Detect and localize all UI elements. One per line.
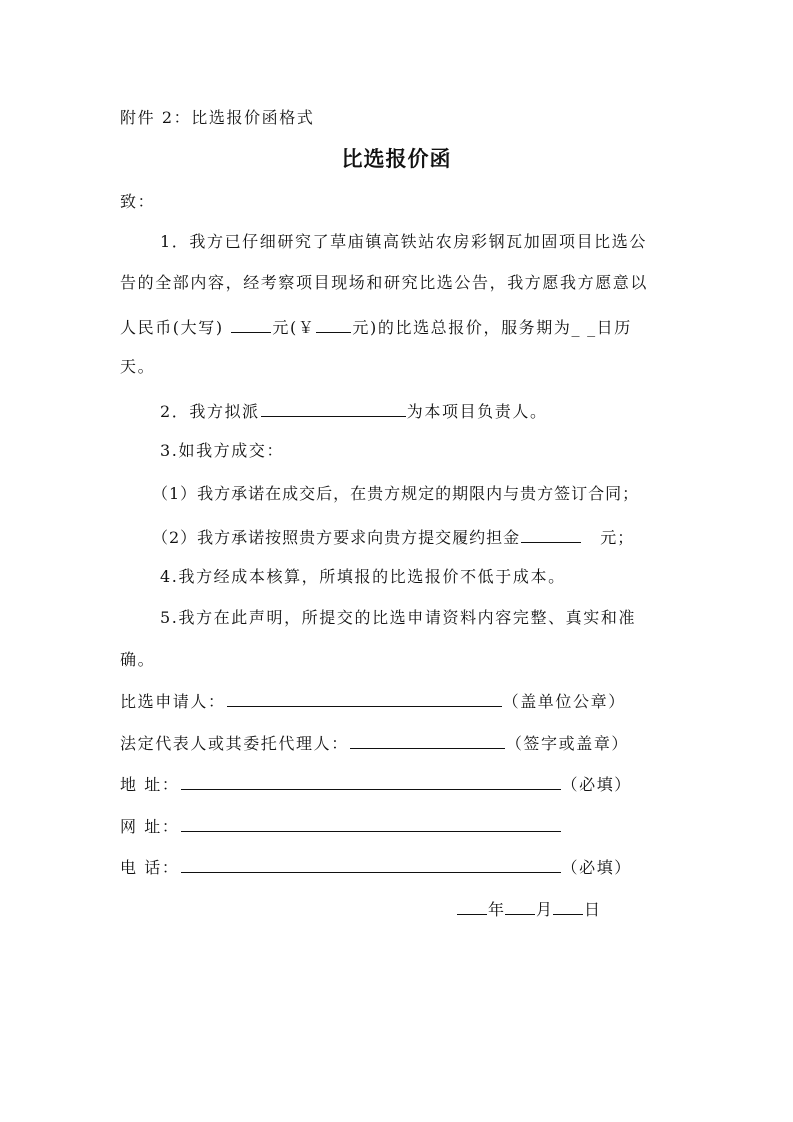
website-label: 网 址： bbox=[120, 817, 180, 836]
applicant-label: 比选申请人： bbox=[120, 692, 226, 711]
representative-blank[interactable] bbox=[350, 732, 505, 749]
para2-prefix: 2．我方拟派 bbox=[160, 402, 260, 421]
currency-label: 人民币(大写) bbox=[120, 318, 224, 337]
applicant-row bbox=[120, 690, 626, 712]
currency-yuan-open: 元(￥ bbox=[272, 318, 316, 337]
amount-figures-blank[interactable] bbox=[316, 316, 351, 333]
document-title: 比选报价函 bbox=[341, 147, 452, 171]
phone-label: 电 话： bbox=[120, 858, 180, 877]
date-row bbox=[456, 898, 600, 920]
day-blank[interactable] bbox=[553, 898, 583, 915]
address-row bbox=[120, 773, 632, 795]
month-blank[interactable] bbox=[505, 898, 535, 915]
year-label: 年 bbox=[488, 900, 505, 919]
month-label: 月 bbox=[536, 900, 553, 919]
year-blank[interactable] bbox=[457, 898, 487, 915]
para4: 4.我方经成本核算，所填报的比选报价不低于成本。 bbox=[160, 567, 566, 586]
phone-blank[interactable] bbox=[181, 856, 561, 873]
applicant-blank[interactable] bbox=[227, 690, 502, 707]
phone-note: （必填） bbox=[561, 858, 632, 877]
para1-line2: 告的全部内容，经考察项目现场和研究比选公告，我方愿我方愿意以 bbox=[120, 273, 649, 292]
salutation: 致： bbox=[120, 192, 156, 211]
project-leader-blank[interactable] bbox=[261, 400, 406, 417]
para1-line4: 天。 bbox=[120, 357, 156, 376]
website-row bbox=[120, 815, 562, 837]
para1-line3 bbox=[120, 316, 632, 338]
para5-line1: 5.我方在此声明，所提交的比选申请资料内容完整、真实和准 bbox=[160, 608, 637, 627]
para2 bbox=[160, 400, 548, 422]
para2-suffix: 为本项目负责人。 bbox=[406, 402, 548, 421]
representative-note: （签字或盖章） bbox=[505, 734, 630, 753]
representative-label: 法定代表人或其委托代理人： bbox=[120, 734, 349, 753]
amount-words-blank[interactable] bbox=[231, 316, 271, 333]
para3-item2-suffix: 元； bbox=[600, 528, 635, 547]
address-label: 地 址： bbox=[120, 775, 180, 794]
para3-item1: （1）我方承诺在成交后，在贵方规定的期限内与贵方签订合同； bbox=[152, 484, 640, 503]
para3-item2-prefix: （2）我方承诺按照贵方要求向贵方提交履约担金 bbox=[152, 528, 521, 547]
applicant-note: （盖单位公章） bbox=[502, 692, 626, 711]
service-period-text: 元)的比选总报价，服务期为_ bbox=[352, 318, 582, 337]
para1-line1: 1．我方已仔细研究了草庙镇高铁站农房彩钢瓦加固项目比选公 bbox=[160, 232, 647, 251]
para3-item2 bbox=[152, 526, 634, 548]
para3-heading: 3.如我方成交： bbox=[160, 441, 285, 460]
representative-row bbox=[120, 732, 629, 754]
para5-line2: 确。 bbox=[120, 650, 156, 669]
website-blank[interactable] bbox=[181, 815, 561, 832]
phone-row bbox=[120, 856, 632, 878]
day-label: 日 bbox=[584, 900, 601, 919]
address-note: （必填） bbox=[561, 775, 632, 794]
attachment-label: 附件 2：比选报价函格式 bbox=[120, 108, 315, 127]
calendar-days-text: _日历 bbox=[587, 318, 632, 337]
address-blank[interactable] bbox=[181, 773, 561, 790]
performance-bond-blank[interactable] bbox=[521, 526, 581, 543]
